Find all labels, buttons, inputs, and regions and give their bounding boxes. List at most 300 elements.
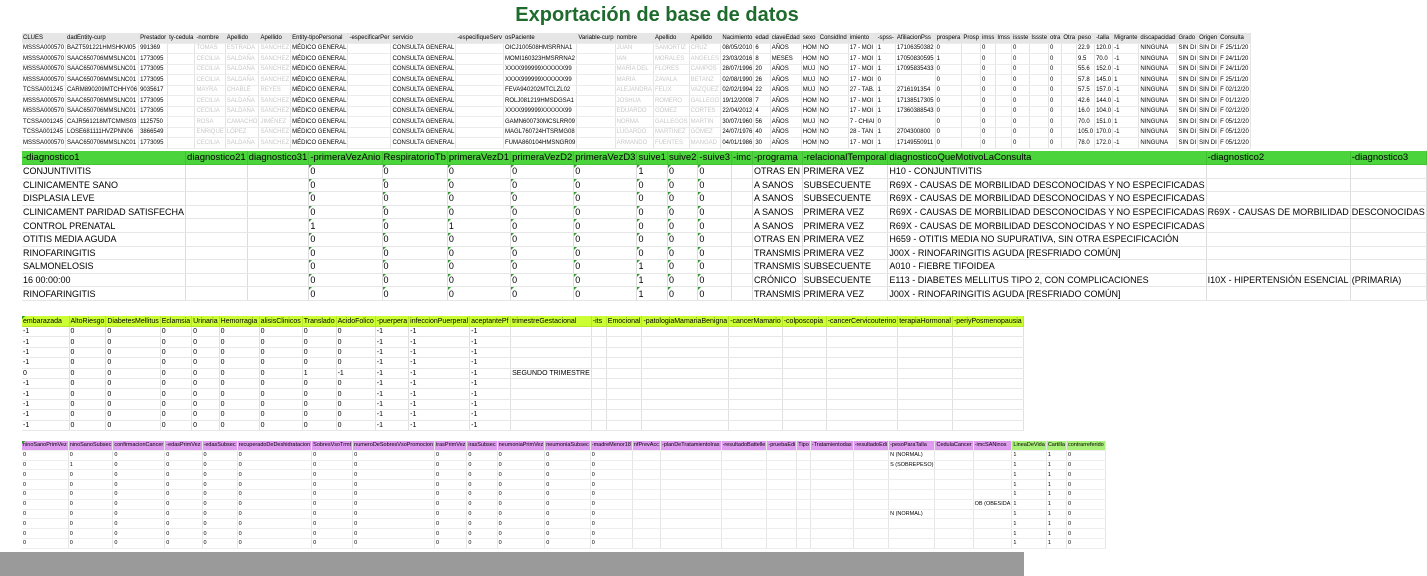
column-header[interactable]: dadEntity-curp (66, 33, 139, 43)
table-cell[interactable]: 0 (202, 529, 237, 539)
table-cell[interactable]: 0 (497, 499, 545, 509)
table-cell[interactable]: 0 (22, 538, 68, 548)
table-cell[interactable]: 0 (113, 519, 165, 529)
table-cell[interactable]: 0 (574, 178, 637, 192)
table-cell[interactable]: SIN DI (1177, 106, 1198, 117)
table-cell[interactable] (1062, 85, 1077, 96)
table-cell[interactable]: XXXX999999XXXXXX99 (503, 106, 576, 117)
table-cell[interactable]: 0 (590, 529, 632, 539)
table-cell[interactable]: -1 (22, 358, 69, 368)
table-cell[interactable] (1350, 165, 1426, 179)
table-cell[interactable]: SALDAÑA (225, 75, 259, 86)
table-cell[interactable]: H10 - CONJUNTIVITIS (888, 165, 1206, 179)
table-cell[interactable]: IAN (615, 54, 653, 65)
table-cell[interactable] (606, 358, 642, 368)
table-cell[interactable] (247, 219, 309, 233)
table-cell[interactable] (660, 529, 721, 539)
table-cell[interactable]: 0 (69, 337, 106, 347)
table-cell[interactable]: VAZQUEZ (689, 85, 721, 96)
table-cell[interactable] (721, 529, 767, 539)
table-cell[interactable]: NO (818, 117, 848, 128)
table-cell[interactable]: 16.0 (1077, 106, 1095, 117)
table-cell[interactable] (660, 519, 721, 529)
table-cell[interactable]: 0 (447, 205, 510, 219)
column-header[interactable]: Grado (1177, 33, 1198, 43)
table-cell[interactable] (853, 489, 888, 499)
table-cell[interactable] (606, 420, 642, 430)
table-cell[interactable]: SIN DI (1177, 75, 1198, 86)
table-cell[interactable] (660, 489, 721, 499)
table-cell[interactable]: 0 (165, 489, 202, 499)
table-cell[interactable]: SUBSECUENTE (802, 260, 888, 274)
table-cell[interactable] (247, 205, 309, 219)
column-header[interactable]: Urinaria (193, 317, 218, 325)
table-cell[interactable]: 0 (259, 337, 302, 347)
table-cell[interactable]: 6 (754, 43, 770, 54)
table-cell[interactable]: 0 (237, 470, 312, 480)
table-cell[interactable] (767, 499, 797, 509)
column-header[interactable]: aceptantePf (470, 316, 511, 327)
table-cell[interactable] (456, 138, 504, 149)
table-cell[interactable] (721, 480, 767, 490)
table-cell[interactable] (782, 358, 826, 368)
table-cell[interactable]: 0 (219, 327, 259, 337)
table-cell[interactable] (348, 43, 391, 54)
table-cell[interactable]: 0 (876, 75, 895, 86)
table-cell[interactable] (348, 138, 391, 149)
table-cell[interactable]: -1 (470, 399, 511, 409)
column-header[interactable]: -programa (752, 151, 802, 165)
table-cell[interactable]: 0 (698, 232, 732, 246)
table-cell[interactable]: 0 (1049, 43, 1062, 54)
table-cell[interactable]: 23/03/2016 (721, 54, 754, 65)
table-cell[interactable]: 0 (1049, 127, 1062, 138)
table-cell[interactable]: 0 (1012, 138, 1030, 149)
table-cell[interactable] (810, 450, 853, 460)
table-cell[interactable] (826, 347, 897, 357)
table-cell[interactable]: 0 (69, 389, 106, 399)
table-cell[interactable]: 0 (160, 368, 191, 378)
table-cell[interactable]: SIN DI (1177, 117, 1198, 128)
table-cell[interactable]: NO (818, 64, 848, 75)
table-cell[interactable] (1062, 96, 1077, 107)
table-cell[interactable]: 0 (1049, 138, 1062, 149)
table-cell[interactable]: F 24/11/20 (1219, 64, 1251, 75)
table-cell[interactable]: 17 - MOI (848, 96, 876, 107)
table-cell[interactable]: 1 (1046, 519, 1066, 529)
table-cell[interactable]: CONSULTA GENERAL (391, 117, 456, 128)
table-cell[interactable]: MAYRA (195, 85, 225, 96)
table-cell[interactable]: 0 (237, 499, 312, 509)
table-cell[interactable] (1350, 246, 1426, 260)
table-cell[interactable]: PRIMERA VEZ (802, 219, 888, 233)
table-cell[interactable]: 0 (165, 538, 202, 548)
table-cell[interactable]: 1 (876, 127, 895, 138)
table-cell[interactable]: TCSSA001245 (22, 85, 66, 96)
table-cell[interactable]: 0 (69, 378, 106, 388)
table-cell[interactable]: 0 (1012, 75, 1030, 86)
table-cell[interactable]: 1 (1046, 470, 1066, 480)
table-cell[interactable] (606, 337, 642, 347)
table-cell[interactable] (810, 509, 853, 519)
column-header[interactable]: imss (981, 33, 996, 43)
table-cell[interactable] (898, 399, 953, 409)
table-cell[interactable] (1030, 96, 1049, 107)
table-cell[interactable]: 0 (113, 450, 165, 460)
column-header[interactable]: edad (754, 33, 770, 43)
table-cell[interactable]: SIN DI (1177, 138, 1198, 149)
table-cell[interactable] (729, 399, 783, 409)
table-cell[interactable] (186, 205, 248, 219)
table-cell[interactable]: MARIA (615, 75, 653, 86)
table-cell[interactable]: 0 (353, 509, 435, 519)
column-header[interactable]: -cancerMamario (730, 317, 781, 325)
table-cell[interactable] (642, 389, 729, 399)
table-cell[interactable]: 1125750 (139, 117, 168, 128)
column-header[interactable]: -pesoParaTalla (889, 441, 935, 450)
table-cell[interactable] (632, 450, 660, 460)
table-cell[interactable]: A SANOS (752, 205, 802, 219)
table-cell[interactable] (456, 106, 504, 117)
table-cell[interactable]: 1773095 (139, 64, 168, 75)
table-cell[interactable]: 0 (590, 538, 632, 548)
table-cell[interactable] (782, 347, 826, 357)
table-cell[interactable]: 9035617 (139, 85, 168, 96)
table-cell[interactable] (797, 460, 811, 470)
table-cell[interactable]: HOM (801, 138, 818, 149)
table-cell[interactable]: 0 (113, 470, 165, 480)
table-cell[interactable] (935, 450, 973, 460)
table-cell[interactable]: 16 00:00:00 (22, 273, 186, 287)
table-cell[interactable]: 0 (160, 327, 191, 337)
table-cell[interactable]: CONSULTA GENERAL (391, 127, 456, 138)
table-cell[interactable] (632, 499, 660, 509)
column-header[interactable]: servicio (391, 33, 456, 43)
table-cell[interactable] (973, 470, 1012, 480)
table-cell[interactable]: 0 (667, 192, 697, 206)
table-cell[interactable]: XXXX999999XXXXXX99 (503, 64, 576, 75)
table-cell[interactable]: 0 (302, 327, 336, 337)
table-cell[interactable] (721, 538, 767, 548)
table-cell[interactable]: JUAN (615, 43, 653, 54)
table-cell[interactable]: 0 (1012, 96, 1030, 107)
table-cell[interactable]: ENRIQUE (195, 127, 225, 138)
table-cell[interactable] (642, 420, 729, 430)
table-cell[interactable]: 1 (1012, 519, 1046, 529)
table-cell[interactable]: CONSULTA GENERAL (391, 106, 456, 117)
table-cell[interactable]: 0 (69, 410, 106, 420)
table-cell[interactable]: SIN DI (1177, 127, 1198, 138)
table-cell[interactable]: 30 (754, 138, 770, 149)
table-cell[interactable]: 0 (435, 450, 467, 460)
table-cell[interactable] (962, 117, 981, 128)
column-header[interactable]: Variable-curp (577, 33, 615, 43)
table-cell[interactable]: 0 (590, 480, 632, 490)
table-cell[interactable]: 0 (497, 538, 545, 548)
column-header[interactable]: primeraVezD3 (575, 152, 636, 163)
column-header[interactable]: -diagnostico1 (22, 151, 186, 165)
column-header[interactable]: Otra (1062, 33, 1077, 43)
column-header[interactable]: SobresVsoTrmt (313, 442, 352, 449)
table-cell[interactable]: 0 (353, 460, 435, 470)
table-cell[interactable] (782, 399, 826, 409)
column-header[interactable]: CLUES (22, 33, 66, 43)
column-header[interactable]: AfiliacionPss (895, 33, 935, 43)
table-cell[interactable]: 0 (497, 470, 545, 480)
table-cell[interactable]: 04/01/1986 (721, 138, 754, 149)
table-cell[interactable]: 0 (637, 232, 667, 246)
column-header[interactable]: issste (1012, 33, 1030, 43)
table-cell[interactable]: SALMONELOSIS (22, 260, 186, 274)
table-cell[interactable]: 0 (113, 460, 165, 470)
table-cell[interactable] (168, 138, 195, 149)
table-cell[interactable] (810, 529, 853, 539)
table-cell[interactable]: 0 (698, 273, 732, 287)
table-cell[interactable] (642, 410, 729, 420)
table-cell[interactable] (186, 260, 248, 274)
table-cell[interactable]: -1 (22, 337, 69, 347)
table-cell[interactable]: SALDAÑA (225, 138, 259, 149)
table-cell[interactable] (577, 54, 615, 65)
table-cell[interactable]: TRANSMIS (753, 288, 801, 299)
table-cell[interactable]: 1 (876, 96, 895, 107)
table-cell[interactable]: 0 (447, 246, 510, 260)
table-cell[interactable] (632, 519, 660, 529)
table-cell[interactable]: MSSSA000570 (22, 106, 66, 117)
table-cell[interactable]: 1 (1046, 529, 1066, 539)
table-cell[interactable] (591, 389, 606, 399)
table-cell[interactable]: 0 (590, 519, 632, 529)
table-cell[interactable]: 0 (981, 64, 996, 75)
table-cell[interactable]: 0 (22, 509, 68, 519)
table-cell[interactable]: 1 (1046, 480, 1066, 490)
table-cell[interactable] (782, 368, 826, 378)
table-cell[interactable]: 0 (22, 368, 69, 378)
table-cell[interactable]: 0 (511, 287, 574, 301)
table-cell[interactable]: -1 (470, 358, 511, 368)
table-cell[interactable]: 0 (1012, 85, 1030, 96)
table-cell[interactable]: 0 (259, 389, 302, 399)
table-cell[interactable] (810, 480, 853, 490)
table-cell[interactable] (973, 480, 1012, 490)
table-cell[interactable]: NORMA (615, 117, 653, 128)
table-cell[interactable]: 145.0 (1095, 75, 1113, 86)
table-cell[interactable]: 0 (447, 260, 510, 274)
table-cell[interactable] (1030, 43, 1049, 54)
column-header[interactable]: Imss (996, 33, 1012, 43)
table-cell[interactable] (247, 178, 309, 192)
table-cell[interactable]: NO (818, 138, 848, 149)
table-cell[interactable]: 9.5 (1077, 54, 1095, 65)
table-cell[interactable]: 0 (981, 54, 996, 65)
table-cell[interactable]: MSSSA000570 (22, 75, 66, 86)
table-cell[interactable]: -1 (1113, 127, 1139, 138)
table-cell[interactable] (826, 410, 897, 420)
table-cell[interactable]: 17050830595 (895, 54, 935, 65)
table-cell[interactable] (810, 460, 853, 470)
table-cell[interactable]: SAAC650706MMSLNC01 (66, 75, 139, 86)
column-header[interactable]: -nombre (195, 33, 225, 43)
table-cell[interactable] (511, 410, 592, 420)
table-cell[interactable] (186, 178, 248, 192)
table-cell[interactable]: 26 (754, 75, 770, 86)
table-cell[interactable] (810, 489, 853, 499)
table-cell[interactable] (1206, 219, 1350, 233)
table-cell[interactable]: 7 - CHIAI (848, 117, 876, 128)
table-cell[interactable]: 0 (698, 205, 732, 219)
table-cell[interactable]: 17360388543 (895, 106, 935, 117)
table-cell[interactable]: 0 (106, 399, 160, 409)
table-cell[interactable]: HOM (801, 43, 818, 54)
table-cell[interactable]: MÉDICO GENERAL (291, 138, 348, 149)
table-cell[interactable]: NINGUNA (1139, 106, 1177, 117)
table-cell[interactable]: 0 (981, 85, 996, 96)
table-cell[interactable]: 0 (69, 347, 106, 357)
table-cell[interactable]: 0 (237, 509, 312, 519)
column-header[interactable]: contrarreferido (1067, 442, 1104, 449)
table-cell[interactable]: 0 (202, 489, 237, 499)
column-header[interactable]: -imcSANinos (973, 441, 1012, 450)
table-cell[interactable]: 0 (497, 529, 545, 539)
table-cell[interactable]: SÁNCHEZ (259, 127, 291, 138)
table-cell[interactable]: NO (818, 106, 848, 117)
table-cell[interactable]: 0 (382, 205, 447, 219)
table-cell[interactable]: F 05/12/20 (1219, 138, 1251, 149)
table-cell[interactable] (186, 219, 248, 233)
table-cell[interactable] (962, 127, 981, 138)
table-cell[interactable]: 0 (160, 358, 191, 368)
table-cell[interactable] (767, 489, 797, 499)
table-cell[interactable]: 0 (511, 219, 574, 233)
table-cell[interactable]: -1 (409, 347, 470, 357)
table-cell[interactable]: HOM (801, 127, 818, 138)
table-cell[interactable]: 0 (68, 538, 113, 548)
table-cell[interactable]: SIN DI (1198, 85, 1219, 96)
table-cell[interactable]: 0 (574, 205, 637, 219)
table-cell[interactable]: 0 (1049, 75, 1062, 86)
table-cell[interactable] (1206, 260, 1350, 274)
table-cell[interactable] (1030, 106, 1049, 117)
table-cell[interactable]: CECILIA (195, 64, 225, 75)
table-cell[interactable] (973, 450, 1012, 460)
column-header[interactable]: Origen (1198, 33, 1219, 43)
table-cell[interactable]: 0 (1066, 450, 1105, 460)
table-cell[interactable] (606, 327, 642, 337)
table-cell[interactable]: 0 (259, 410, 302, 420)
table-cell[interactable]: 0 (545, 470, 591, 480)
table-cell[interactable]: F 01/12/20 (1219, 96, 1251, 107)
table-cell[interactable]: 0 (106, 389, 160, 399)
table-cell[interactable] (782, 389, 826, 399)
table-cell[interactable]: MÉDICO GENERAL (291, 54, 348, 65)
table-cell[interactable]: 0 (336, 378, 375, 388)
column-header[interactable]: Apellido (225, 33, 259, 43)
table-cell[interactable]: 0 (497, 480, 545, 490)
table-cell[interactable] (348, 106, 391, 117)
table-cell[interactable] (973, 538, 1012, 548)
table-cell[interactable]: GÓMEZ (689, 127, 721, 138)
column-header[interactable]: CedulaCancer (936, 442, 972, 449)
table-cell[interactable]: OTRAS EN (753, 166, 800, 177)
table-cell[interactable]: 24/07/1976 (721, 127, 754, 138)
table-cell[interactable] (632, 509, 660, 519)
table-cell[interactable]: 0 (447, 287, 510, 301)
table-cell[interactable] (935, 499, 973, 509)
table-cell[interactable]: 0 (202, 480, 237, 490)
table-cell[interactable] (732, 192, 753, 206)
table-cell[interactable] (853, 460, 888, 470)
table-cell[interactable] (577, 43, 615, 54)
table-cell[interactable]: -1 (409, 389, 470, 399)
table-cell[interactable]: 0 (637, 178, 667, 192)
table-cell[interactable]: -1 (22, 420, 69, 430)
table-cell[interactable]: 0 (113, 529, 165, 539)
table-cell[interactable]: 78.0 (1077, 138, 1095, 149)
table-cell[interactable]: 3866549 (139, 127, 168, 138)
table-cell[interactable] (577, 75, 615, 86)
table-cell[interactable] (660, 480, 721, 490)
table-cell[interactable] (247, 287, 309, 301)
table-cell[interactable] (247, 232, 309, 246)
table-cell[interactable] (1062, 138, 1077, 149)
table-cell[interactable]: SIN DI (1177, 54, 1198, 65)
table-cell[interactable]: -1 (409, 378, 470, 388)
table-cell[interactable]: 70.0 (1095, 54, 1113, 65)
table-cell[interactable]: 0 (22, 470, 68, 480)
table-cell[interactable]: 0 (219, 399, 259, 409)
table-cell[interactable]: 0 (382, 232, 447, 246)
table-cell[interactable]: -1 (375, 410, 408, 420)
table-cell[interactable] (577, 96, 615, 107)
table-cell[interactable] (456, 96, 504, 107)
column-header[interactable]: -resultadoBattelle (722, 442, 766, 449)
table-cell[interactable] (511, 389, 592, 399)
table-cell[interactable] (642, 378, 729, 388)
table-cell[interactable]: 0 (511, 260, 574, 274)
table-cell[interactable] (898, 389, 953, 399)
table-cell[interactable] (952, 327, 1023, 337)
table-cell[interactable] (732, 246, 753, 260)
table-cell[interactable] (898, 378, 953, 388)
table-cell[interactable] (732, 232, 753, 246)
table-cell[interactable] (767, 519, 797, 529)
table-cell[interactable]: 0 (106, 347, 160, 357)
table-cell[interactable]: 0 (1049, 106, 1062, 117)
table-cell[interactable] (797, 519, 811, 529)
table-cell[interactable]: 0 (68, 480, 113, 490)
table-cell[interactable]: FUMA860104HMSNGR09 (503, 138, 576, 149)
table-cell[interactable] (853, 499, 888, 509)
table-cell[interactable] (973, 489, 1012, 499)
table-cell[interactable]: 0 (259, 358, 302, 368)
table-cell[interactable] (952, 389, 1023, 399)
table-cell[interactable] (1062, 127, 1077, 138)
table-cell[interactable]: SUBSECUENTE (802, 192, 888, 206)
table-cell[interactable]: 1 (1012, 489, 1046, 499)
table-cell[interactable]: 0 (309, 287, 382, 301)
table-cell[interactable] (721, 489, 767, 499)
column-header[interactable]: Emocional (607, 317, 641, 325)
column-header[interactable]: AcidoFolico (337, 317, 374, 325)
table-cell[interactable] (1062, 54, 1077, 65)
table-cell[interactable]: 0 (22, 519, 68, 529)
table-cell[interactable] (952, 347, 1023, 357)
table-cell[interactable] (952, 378, 1023, 388)
table-cell[interactable] (826, 399, 897, 409)
table-cell[interactable] (591, 347, 606, 357)
table-cell[interactable]: 17 - MOI (848, 54, 876, 65)
table-cell[interactable] (456, 117, 504, 128)
